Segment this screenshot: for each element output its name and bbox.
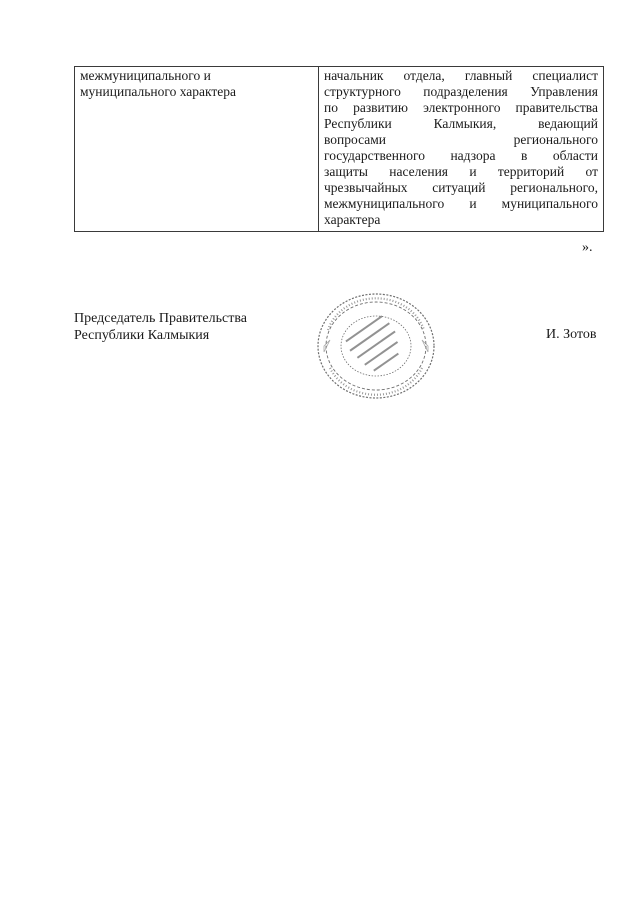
signer-name: И. Зотов	[546, 327, 597, 342]
signature-title	[74, 310, 247, 344]
left-cell-line: муниципального характера	[80, 84, 237, 99]
signer-position-line2: Республики Калмыкия	[74, 328, 210, 343]
table-cell-right	[319, 67, 604, 232]
right-cell-line: межмуниципального и муниципального	[324, 196, 598, 211]
right-cell-line: чрезвычайных ситуаций регионального,	[324, 180, 598, 195]
right-cell-line: Республики Калмыкия, ведающий	[324, 116, 598, 131]
table-row	[75, 67, 604, 232]
table-cell-left	[75, 67, 319, 232]
left-cell-line: межмуниципального и	[80, 68, 211, 83]
signer-position-line1: Председатель Правительства	[74, 311, 247, 326]
right-cell-line: начальник отдела, главный специалист	[324, 68, 598, 83]
right-cell-line: государственного надзора в области	[324, 148, 598, 163]
right-cell-line: вопросами регионального	[324, 132, 598, 147]
closing-quote: ».	[582, 240, 593, 255]
right-cell-line: характера	[324, 212, 381, 227]
official-seal-stamp	[314, 290, 438, 402]
right-cell-line: структурного подразделения Управления	[324, 84, 598, 99]
right-cell-line: по развитию электронного правительства	[324, 100, 598, 115]
responsibility-table	[74, 66, 604, 232]
right-cell-line: защиты населения и территорий от	[324, 164, 598, 179]
